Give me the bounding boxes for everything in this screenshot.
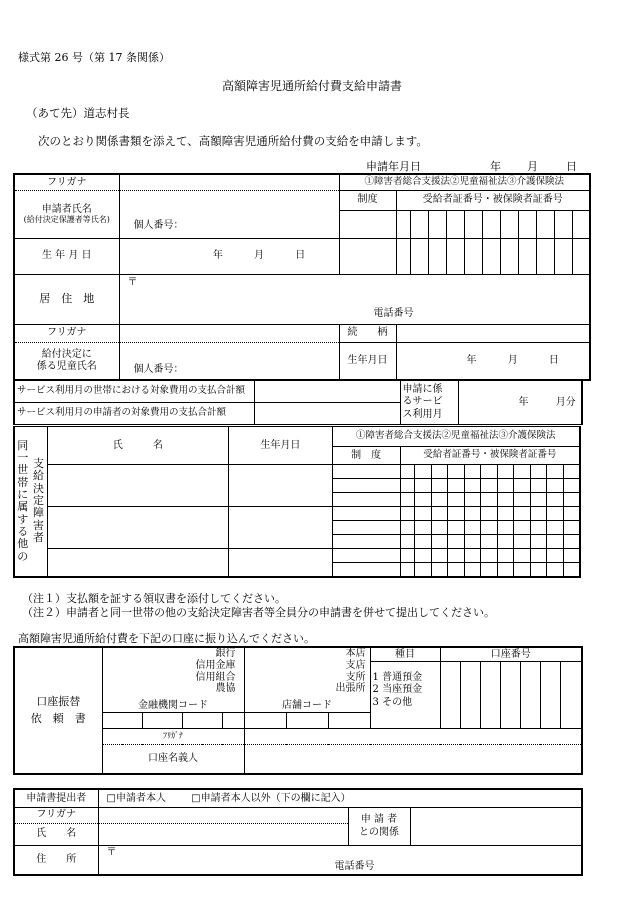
applicant-total-label: サービス利用月の申請者の対象費用の支払合計額 <box>14 403 254 425</box>
bank-code-digit-2[interactable] <box>142 712 182 728</box>
bank-type-nokyo: 農協 <box>215 683 236 695</box>
branch-type-branch: 支店 <box>345 659 366 671</box>
service-month-l2: るサービ <box>402 396 443 408</box>
household-side-label: 同 一 世 帯 に 属 す る 他 の <box>14 427 31 577</box>
submitter-phone-label: 電話番号 <box>334 860 375 872</box>
bank-type-kumiai: 信用組合 <box>195 671 236 683</box>
bank-branch-field[interactable] <box>244 647 370 699</box>
branch-code-digit-2[interactable] <box>286 712 328 728</box>
form-number: 様式第 26 号（第 17 条関係） <box>18 51 170 64</box>
submitter-address-field[interactable] <box>98 845 582 875</box>
household-total-field[interactable] <box>254 381 400 403</box>
child-name-l2: 係る児童氏名 <box>36 360 97 372</box>
child-furigana-field[interactable] <box>119 324 339 342</box>
account-number-header: 口座番号 <box>440 647 582 661</box>
bank-table <box>13 646 583 775</box>
applicant-birth-field[interactable] <box>119 238 339 274</box>
bank-code-digit-1[interactable] <box>102 712 142 728</box>
household-name-header: 氏 名 <box>47 427 229 465</box>
household-side-label-2: 支 給 決 定 障 害 者 <box>31 427 48 577</box>
kind-ordinary: 1 普通預金 <box>372 671 423 683</box>
submitter-postal-mark: 〒 <box>106 846 117 858</box>
applicant-cert-header: 受給者証番号・被保険者証番号 <box>396 190 590 210</box>
bank-type-bank: 銀行 <box>215 648 236 659</box>
applicant-address-label: 居 住 地 <box>14 274 119 324</box>
branch-type-head: 本店 <box>345 648 366 659</box>
bank-label-l1: 口座振替 <box>36 695 81 708</box>
holder-name-label: 口座名義人 <box>102 744 244 774</box>
submitter-label: 申請書提出者 <box>14 789 98 807</box>
applicant-name-label <box>14 190 119 238</box>
branch-type-outpost: 出張所 <box>335 683 366 695</box>
holder-furigana-label: ﾌﾘｶﾞﾅ <box>102 728 244 744</box>
bank-code-digit-3[interactable] <box>182 712 222 728</box>
holder-furigana-field[interactable] <box>244 728 582 744</box>
bank-code-digit-4[interactable] <box>222 712 244 728</box>
applicant-system-header: 制度 <box>339 190 396 210</box>
household-table <box>13 426 581 578</box>
account-kind-field[interactable] <box>370 661 440 728</box>
bank-institution-field[interactable] <box>102 647 244 699</box>
child-relation-field[interactable] <box>396 324 590 342</box>
service-month-label <box>400 381 458 425</box>
child-name-label <box>14 342 119 380</box>
service-month-field[interactable] <box>458 381 582 425</box>
applicant-birth-label: 生 年 月 日 <box>14 238 119 274</box>
submitter-option-self[interactable]: □申請者本人 <box>106 792 166 804</box>
household-member-3-birth[interactable] <box>229 549 332 577</box>
applicant-name-note: (給付決定保護者等氏名) <box>23 215 110 225</box>
household-member-2-birth[interactable] <box>229 507 332 549</box>
account-kind-header: 種目 <box>370 647 440 661</box>
household-system-header: 制 度 <box>332 447 400 465</box>
applicant-phone-label: 電話番号 <box>373 308 414 319</box>
bank-label-l2: 依 頼 書 <box>30 711 86 725</box>
child-birth-month: 月 <box>507 355 518 366</box>
addressee: （あて先）道志村長 <box>26 106 130 120</box>
relation-l1: 申 請 者 <box>360 814 398 825</box>
note-1: （注１）支払額を証する領収書を添付してください。 <box>22 592 286 605</box>
applicant-furigana-label: フリガナ <box>14 174 119 190</box>
applicant-birth-year: 年 <box>212 250 223 262</box>
household-member-1-birth[interactable] <box>229 465 332 507</box>
branch-type-office: 支所 <box>345 671 366 683</box>
applicant-birth-day: 日 <box>295 250 306 262</box>
applicant-birth-month: 月 <box>254 250 264 262</box>
household-member-3-name[interactable] <box>47 549 229 577</box>
submitter-options <box>98 789 582 807</box>
holder-name-field[interactable] <box>244 744 582 774</box>
applicant-name-text: 申請者氏名 <box>41 203 92 215</box>
applicant-law-types: ①障害者総合支援法②児童福祉法③介護保険法 <box>339 174 590 190</box>
applicant-address-field[interactable] <box>119 274 590 324</box>
household-law-types: ①障害者総合支援法②児童福祉法③介護保険法 <box>332 427 580 447</box>
bank-type-shinkin: 信用金庫 <box>195 659 236 671</box>
child-name-l1: 給付決定に <box>41 349 92 361</box>
relation-l2: との関係 <box>359 827 399 838</box>
submitter-furigana-label: フリガナ <box>14 807 98 823</box>
submitter-table <box>13 788 583 876</box>
child-relation-label: 続 柄 <box>339 324 396 342</box>
page-title: 高額障害児通所給付費支給申請書 <box>222 79 403 93</box>
child-birth-field[interactable] <box>396 342 590 380</box>
date-month: 月 <box>527 160 538 173</box>
service-month-suffix: 月分 <box>555 396 576 408</box>
date-label: 申請年月日 <box>366 160 421 173</box>
child-personal-no-label: 個人番号： <box>133 363 184 375</box>
applicant-table <box>13 173 591 381</box>
child-birth-label: 生年月日 <box>339 342 396 380</box>
submitter-name-field[interactable] <box>98 823 348 845</box>
applicant-system-cell[interactable] <box>339 210 396 238</box>
household-member-1-name[interactable] <box>47 465 229 507</box>
branch-code-digit-3[interactable] <box>328 712 370 728</box>
cost-table <box>13 380 583 425</box>
date-year: 年 <box>490 160 501 173</box>
submitter-name-label: 氏 名 <box>14 823 98 845</box>
submitter-address-label: 住 所 <box>14 845 98 875</box>
applicant-postal-mark: 〒 <box>127 276 138 288</box>
child-name-field[interactable] <box>119 342 339 380</box>
intro-text: 次のとおり関係書類を添えて、高額障害児通所給付費の支給を申請します。 <box>38 134 428 148</box>
submitter-relation-label <box>348 807 410 845</box>
child-furigana-label: フリガナ <box>14 324 119 342</box>
submitter-relation-field[interactable] <box>410 807 582 845</box>
applicant-furigana-field[interactable] <box>119 174 339 190</box>
household-cert-header: 受給者証番号・被保険者証番号 <box>400 447 580 465</box>
branch-code-digit-1[interactable] <box>244 712 286 728</box>
service-month-l1: 申請に係 <box>402 383 443 395</box>
household-total-label: サービス利用月の世帯における対象費用の支払合計額 <box>14 381 254 403</box>
kind-other: 3 その他 <box>372 696 413 708</box>
kind-current: 2 当座預金 <box>372 684 423 695</box>
bank-code-header: 金融機関コード <box>102 699 244 712</box>
submitter-option-other[interactable]: □申請者本人以外（下の欄に記入） <box>191 792 351 804</box>
applicant-name-field[interactable] <box>119 190 339 238</box>
date-day: 日 <box>566 160 577 173</box>
household-birth-header: 生年月日 <box>229 427 332 465</box>
submitter-furigana-field[interactable] <box>98 807 348 823</box>
note-2: （注２）申請者と同一世帯の他の支給決定障害者等全員分の申請書を併せて提出してください。 <box>22 606 495 619</box>
service-month-l3: ス利用月 <box>402 408 443 420</box>
service-month-year: 年 <box>518 396 529 408</box>
child-birth-day: 日 <box>548 355 559 366</box>
household-member-2-name[interactable] <box>47 507 229 549</box>
branch-code-header: 店舗コード <box>244 699 370 712</box>
bank-intro: 高額障害児通所給付費を下記の口座に振り込んでください。 <box>18 632 315 645</box>
bank-label <box>14 647 102 774</box>
applicant-total-field[interactable] <box>254 403 400 425</box>
applicant-personal-no-label: 個人番号： <box>133 220 184 231</box>
child-birth-year: 年 <box>466 355 477 366</box>
